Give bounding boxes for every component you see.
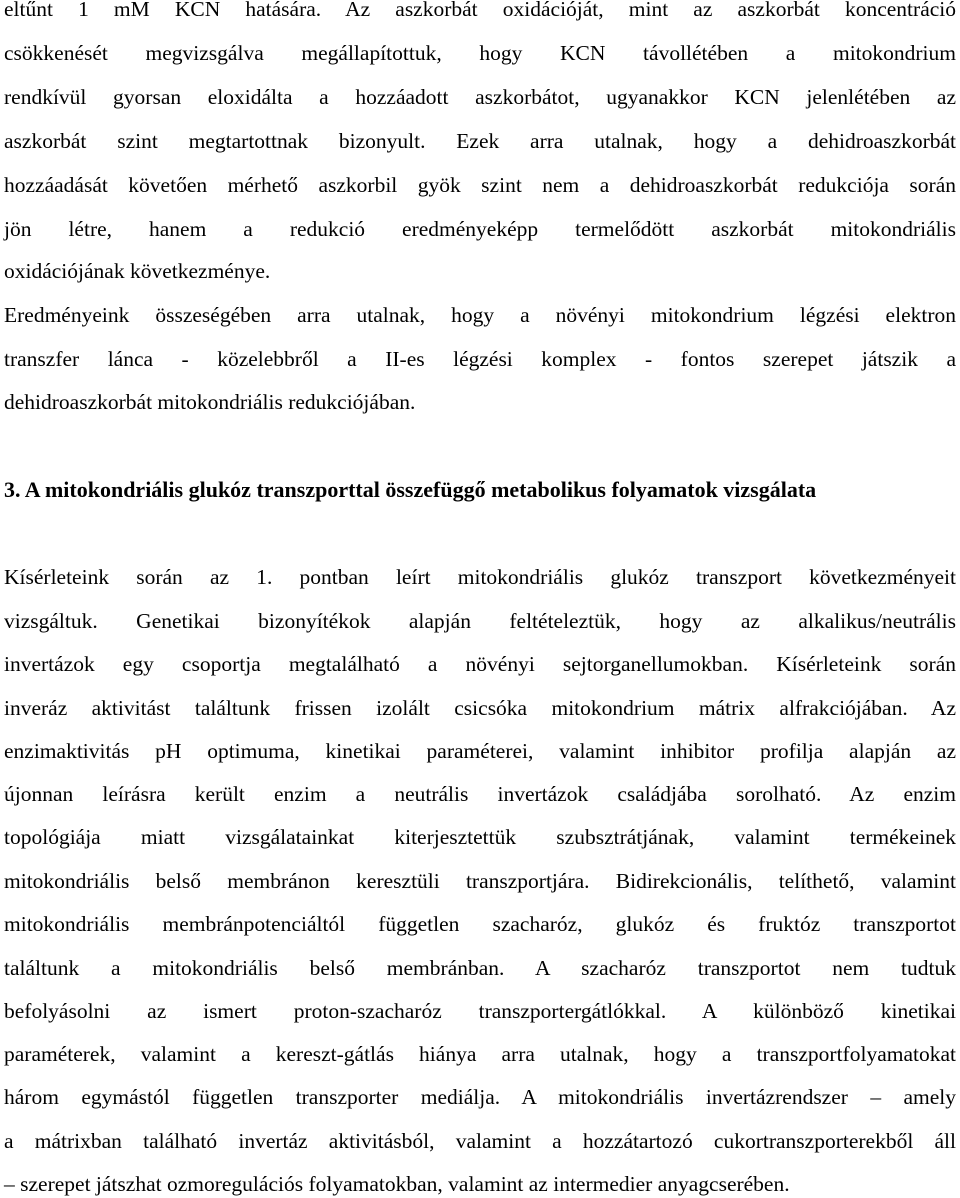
text-line: transzfer lánca - közelebbről a II-es légzési komplex - fontos szerepet játszik a	[4, 347, 956, 371]
text-line: paraméterek, valamint a kereszt-gátlás hiánya arra utalnak, hogy a transzportfolyamatokat	[4, 1042, 956, 1066]
text-line: a mátrixban található invertáz aktivitásból, valamint a hozzátartozó cukortranszporterekből áll	[4, 1129, 956, 1153]
text-line: vizsgáltuk. Genetikai bizonyítékok alapján feltételeztük, hogy az alkalikus/neutrális	[4, 609, 956, 633]
text-line: topológiája miatt vizsgálatainkat kiterjesztettük szubsztrátjának, valamint termékeinek	[4, 825, 956, 849]
section-heading: 3. A mitokondriális glukóz transzporttal összefüggő metabolikus folyamatok vizsgálata	[4, 477, 817, 502]
text-line: újonnan leírásra került enzim a neutrális invertázok családjába sorolható. Az enzim	[4, 782, 956, 806]
text-line: oxidációjának következménye.	[4, 259, 271, 283]
text-line: – szerepet játszhat ozmoregulációs folyamatokban, valamint az intermedier anyagcserében.	[4, 1172, 790, 1196]
text-line: három egymástól független transzporter mediálja. A mitokondriális invertázrendszer – amely	[4, 1085, 956, 1109]
text-line: rendkívül gyorsan eloxidálta a hozzáadott aszkorbátot, ugyanakkor KCN jelenlétében az	[4, 85, 956, 109]
text-line: csökkenését megvizsgálva megállapítottuk, hogy KCN távollétében a mitokondrium	[4, 41, 956, 65]
text-line: hozzáadását követően mérhető aszkorbil gyök szint nem a dehidroaszkorbát redukciója során	[4, 173, 956, 197]
text-line: aszkorbát szint megtartottnak bizonyult. Ezek arra utalnak, hogy a dehidroaszkorbát	[4, 129, 956, 153]
text-line: találtunk a mitokondriális belső membránban. A szacharóz transzportot nem tudtuk	[4, 956, 956, 980]
text-line: invertázok egy csoportja megtalálható a növényi sejtorganellumokban. Kísérleteink során	[4, 652, 956, 676]
text-line: dehidroaszkorbát mitokondriális redukciójában.	[4, 390, 416, 414]
text-line: mitokondriális membránpotenciáltól független szacharóz, glukóz és fruktóz transzportot	[4, 912, 956, 936]
text-line: mitokondriális belső membránon keresztüli transzportjára. Bidirekcionális, telíthető, valamint	[4, 869, 956, 893]
text-line: befolyásolni az ismert proton-szacharóz transzportergátlókkal. A különböző kinetikai	[4, 999, 956, 1023]
text-line: Eredményeink összeségében arra utalnak, hogy a növényi mitokondrium légzési elektron	[4, 303, 956, 327]
text-line: eltűnt 1 mM KCN hatására. Az aszkorbát oxidációját, mint az aszkorbát koncentráció	[4, 0, 956, 21]
text-line: inveráz aktivitást találtunk frissen izolált csicsóka mitokondrium mátrix alfrakciójában. Az	[4, 696, 956, 720]
text-line: enzimaktivitás pH optimuma, kinetikai paraméterei, valamint inhibitor profilja alapján az	[4, 739, 956, 763]
text-line: jön létre, hanem a redukció eredményeképp termelődött aszkorbát mitokondriális	[4, 217, 956, 241]
text-line: Kísérleteink során az 1. pontban leírt mitokondriális glukóz transzport következményeit	[4, 565, 956, 589]
